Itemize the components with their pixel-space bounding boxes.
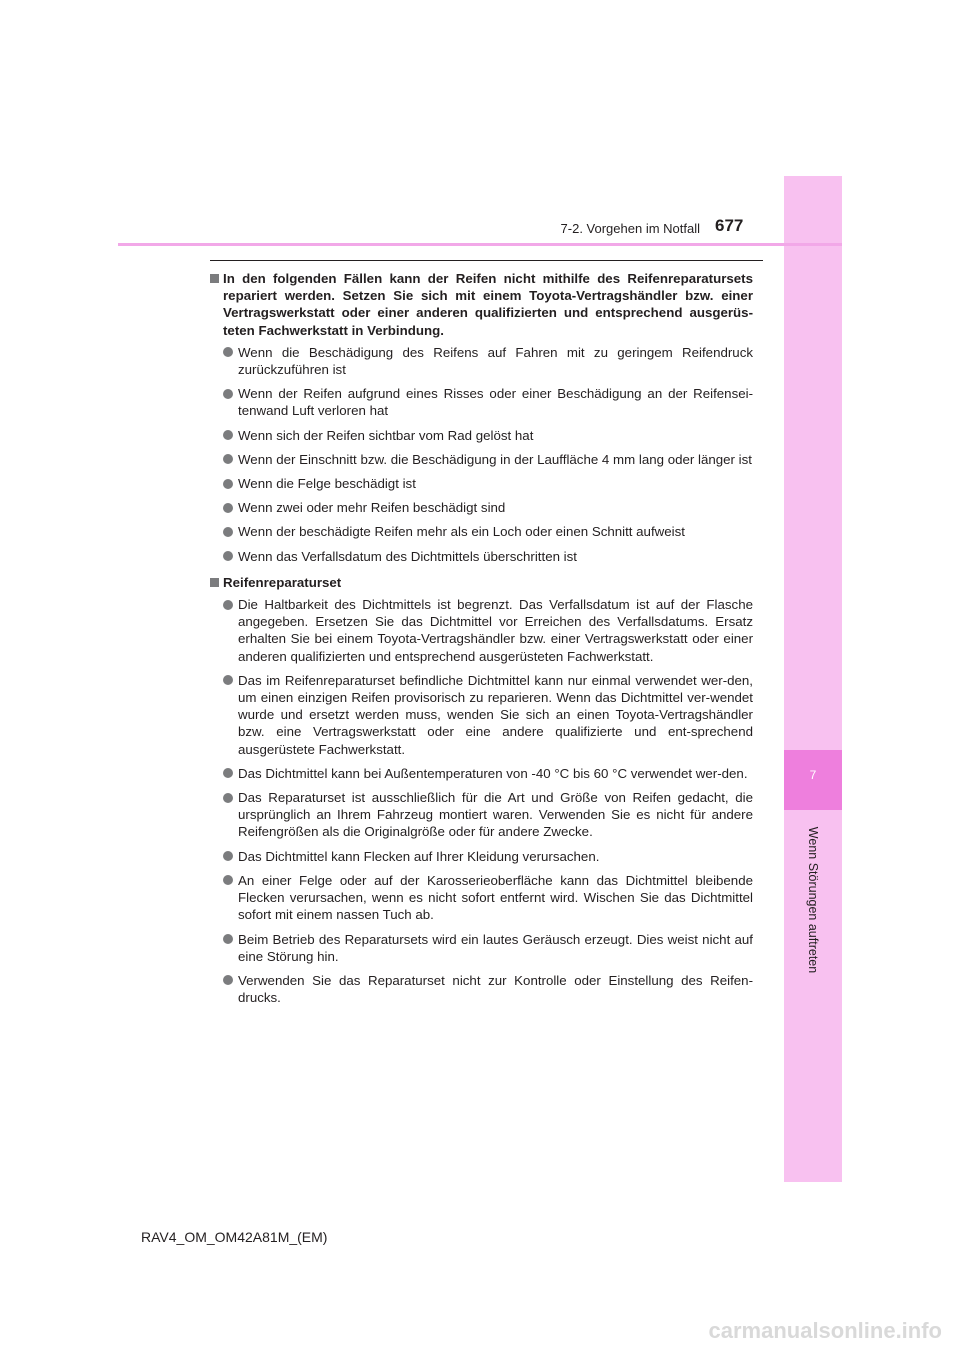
group-heading	[210, 270, 753, 339]
list-item-text: Verwenden Sie das Reparaturset nicht zur Kontrolle oder Einstellung des Reifen-drucks.	[238, 972, 753, 1006]
circle-bullet-icon	[223, 675, 233, 685]
square-bullet-icon	[210, 578, 219, 587]
list-item-text: An einer Felge oder auf der Karosserieoberfläche kann das Dichtmittel bleibende Flecken verursachen, wenn es nicht sofort entfernt wird. Wischen Sie das Dichtmittel sofort mit einem nassen Tuch ab.	[238, 872, 753, 923]
circle-bullet-icon	[223, 503, 233, 513]
circle-bullet-icon	[223, 347, 233, 357]
circle-bullet-icon	[223, 975, 233, 985]
list-item	[210, 765, 753, 782]
heading-text: In den folgenden Fällen kann der Reifen nicht mithilfe des Reifenreparatursets repariert werden. Setzen Sie sich mit einem Toyota-Vertragshändler bzw. einer Vertragswerkstatt oder einer anderen qualifizierten und entsprechend ausgerüs-teten Fachwerkstatt in Verbindung.	[223, 271, 753, 338]
list-item-text: Wenn das Verfallsdatum des Dichtmittels überschritten ist	[238, 548, 577, 564]
circle-bullet-icon	[223, 454, 233, 464]
list-item	[210, 972, 753, 1006]
watermark: carmanualsonline.info	[708, 1318, 942, 1343]
list-item	[210, 672, 753, 758]
list-item-text: Wenn der Einschnitt bzw. die Beschädigung in der Lauffläche 4 mm lang oder länger ist	[238, 451, 752, 467]
list-item	[210, 523, 753, 540]
content-divider	[210, 260, 763, 261]
circle-bullet-icon	[223, 875, 233, 885]
list-item-text: Das im Reifenreparaturset befindliche Dichtmittel kann nur einmal verwendet wer-den, um einen einzigen Reifen provisorisch zu reparieren. Wenn das Dichtmittel ver-wendet wurde und ersetzt werden muss, wenden Sie sich an einen Toyota-Vertragshändler bzw. eine Vertragswerkstatt oder eine andere qualifizierte und ent-sprechend ausgerüstete Fachwerkstatt.	[238, 672, 753, 757]
list-item-text: Das Reparaturset ist ausschließlich für die Art und Größe von Reifen gedacht, die ursprünglich an Ihrem Fahrzeug montiert waren. Verwenden Sie es nicht für andere Reifengrößen als die Originalgröße oder für andere Zwecke.	[238, 790, 753, 840]
document-code: RAV4_OM_OM42A81M_(EM)	[141, 1229, 328, 1245]
heading-text: Reifenreparaturset	[223, 574, 342, 590]
circle-bullet-icon	[223, 793, 233, 803]
page-content	[210, 270, 753, 1013]
list-item	[210, 475, 753, 492]
circle-bullet-icon	[223, 389, 233, 399]
list-item-text: Das Dichtmittel kann Flecken auf Ihrer Kleidung verursachen.	[238, 848, 600, 864]
list-item	[210, 548, 753, 565]
group-heading	[210, 574, 753, 591]
list-item	[210, 789, 753, 841]
circle-bullet-icon	[223, 768, 233, 778]
section-title: 7-2. Vorgehen im Notfall	[560, 221, 700, 236]
circle-bullet-icon	[223, 430, 233, 440]
page-number: 677	[715, 216, 744, 235]
chapter-side-tab	[784, 176, 842, 1182]
list-item-text: Wenn der beschädigte Reifen mehr als ein Loch oder einen Schnitt aufweist	[238, 524, 685, 540]
list-item	[210, 499, 753, 516]
header-rule	[118, 243, 842, 246]
list-item	[210, 596, 753, 665]
list-item	[210, 344, 753, 378]
list-item-text: Wenn die Felge beschädigt ist	[238, 476, 416, 492]
circle-bullet-icon	[223, 479, 233, 489]
list-item-text: Das Dichtmittel kann bei Außentemperaturen von -40 °C bis 60 °C verwendet wer-den.	[238, 765, 748, 781]
circle-bullet-icon	[223, 551, 233, 561]
list-item	[210, 451, 753, 468]
list-item-text: Beim Betrieb des Reparatursets wird ein lautes Geräusch erzeugt. Dies weist nicht auf eine Störung hin.	[238, 931, 753, 964]
square-bullet-icon	[210, 274, 219, 283]
list-item-text: Die Haltbarkeit des Dichtmittels ist begrenzt. Das Verfallsdatum ist auf der Flasche angegeben. Ersetzen Sie das Dichtmittel vor Erreichen des Verfallsdatums. Ersatz erhalten Sie bei einem Toyota-Vertragshändler bzw. einer Vertragswerkstatt oder einer anderen qualifizierten und entsprechend ausgerüsteten Fachwerkstatt.	[238, 597, 753, 664]
chapter-number: 7	[809, 768, 817, 782]
list-item-text: Wenn der Reifen aufgrund eines Risses oder einer Beschädigung an der Reifensei-tenwand Luft verloren hat	[238, 386, 753, 419]
circle-bullet-icon	[223, 527, 233, 537]
list-item-text: Wenn sich der Reifen sichtbar vom Rad gelöst hat	[238, 427, 534, 443]
list-item	[210, 931, 753, 965]
circle-bullet-icon	[223, 934, 233, 944]
list-item	[210, 872, 753, 924]
list-item	[210, 385, 753, 419]
list-item-text: Wenn zwei oder mehr Reifen beschädigt sind	[238, 500, 506, 516]
list-item-text: Wenn die Beschädigung des Reifens auf Fahren mit zu geringem Reifendruck zurückzuführen ist	[238, 344, 753, 378]
chapter-title: Wenn Störungen auftreten	[806, 826, 820, 974]
list-item	[210, 427, 753, 444]
circle-bullet-icon	[223, 851, 233, 861]
circle-bullet-icon	[223, 600, 233, 610]
list-item	[210, 848, 753, 865]
